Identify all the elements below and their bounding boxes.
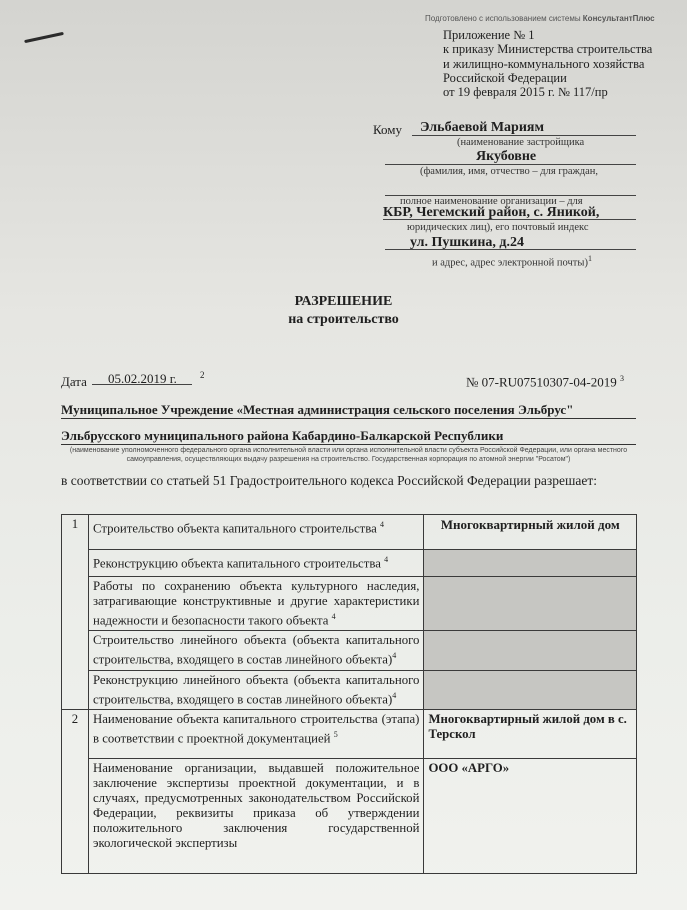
prepared-note <box>425 14 655 23</box>
annex-line: Российской Федерации <box>443 70 567 85</box>
table-cell <box>88 577 423 631</box>
table-cell <box>88 515 423 550</box>
permit-number <box>466 374 624 390</box>
object-name-value: Многоквартирный жилой дом в с. Терскол <box>424 709 637 758</box>
footnote-mark: 1 <box>587 254 592 263</box>
cell-text: Работы по сохранению объекта культурного наследия, затрагивающие конструктивные и другие характеристики надежности и безопасности такого объекта <box>92 579 420 628</box>
intro-text: в соответствии со статьей 51 Градостроительного кодекса Российской Федерации разрешает: <box>61 473 597 488</box>
annex-line: к приказу Министерства строительства <box>443 42 653 57</box>
footnote-mark: 4 <box>380 520 384 529</box>
annex-line: от 19 февраля 2015 г. № 117/пр <box>443 85 608 100</box>
scan-mark <box>24 32 64 43</box>
table-row <box>62 631 637 670</box>
permit-table <box>61 514 637 874</box>
shaded-cell <box>424 550 637 577</box>
prepared-note-brand: КонсультантПлюс <box>582 14 655 23</box>
addressee-name: Эльбаевой Мариям <box>420 120 544 135</box>
table-row <box>62 670 637 709</box>
addressee-patronymic: Якубовне <box>476 149 537 164</box>
addressee-hint: полное наименование организации – для <box>400 196 583 207</box>
cell-text: Наименование объекта капитального строительства (этапа) в соответствии с проектной документацией <box>92 711 420 746</box>
table-cell <box>88 550 423 577</box>
footnote-mark: 5 <box>333 729 338 739</box>
addressee-hint-text: и адрес, адрес электронной почты) <box>432 257 588 269</box>
date-value: 05.02.2019 г. <box>108 371 177 386</box>
addressee-hint: (фамилия, имя, отчество – для граждан, <box>420 166 599 177</box>
annex-header <box>443 28 673 99</box>
table-row <box>62 550 637 577</box>
issuer-line: Муниципальное Учреждение «Местная администрация сельского поселения Эльбрус" <box>61 402 636 419</box>
addressee-hint: (наименование застройщика <box>457 137 585 148</box>
table-cell <box>88 631 423 670</box>
document-subtitle: на строительство <box>288 312 399 327</box>
addressee-address: КБР, Чегемский район, с. Яникой, <box>383 205 600 220</box>
permit-number-value: № 07-RU07510307-04-2019 <box>466 374 617 390</box>
shaded-cell <box>424 670 637 709</box>
document-title: РАЗРЕШЕНИЕ <box>294 294 393 309</box>
table-row <box>62 709 637 758</box>
object-type-value: Многоквартирный жилой дом <box>424 515 637 550</box>
table-cell <box>88 670 423 709</box>
footnote-mark: 4 <box>392 690 397 700</box>
cell-text: Реконструкцию объекта капитального строительства <box>92 556 381 571</box>
row-number: 1 <box>62 515 89 710</box>
footnote-mark: 4 <box>331 612 336 621</box>
issuer-note: (наименование уполномоченного федерального органа исполнительной власти или органа исполнительной власти субъекта Российской Федерации, или органа местного самоуправления, осуществляющих выдачу разрешения на строительство. Государственная корпорация по атомной энергии "Росатом") <box>69 447 628 463</box>
cell-text: Строительство объекта капитального строительства <box>92 521 377 536</box>
cell-text: Строительство линейного объекта (объекта капитального строительства, входящего в состав линейного объекта) <box>92 633 420 667</box>
expert-org-value: ООО «АРГО» <box>424 758 637 873</box>
footnote-mark: 2 <box>200 370 205 380</box>
addressee-street: ул. Пушкина, д.24 <box>410 235 524 250</box>
prepared-note-text: Подготовлено с использованием системы <box>425 14 583 23</box>
issuer-line: Эльбрусского муниципального района Кабардино-Балкарской Республики <box>61 428 636 445</box>
addressee-hint <box>432 254 592 269</box>
table-cell: Наименование организации, выдавшей положительное заключение экспертизы проектной документации, и в случаях, предусмотренных законодательством Российской Федерации, реквизиты приказа об утверждении положительного заключения государственной экологической экспертизы <box>88 758 423 873</box>
date-label: Дата <box>61 374 87 389</box>
annex-line: и жилищно-коммунального хозяйства <box>443 56 645 71</box>
footnote-mark: 4 <box>392 651 397 661</box>
shaded-cell <box>424 631 637 670</box>
annex-line: Приложение № 1 <box>443 28 535 42</box>
table-cell <box>88 709 423 758</box>
addressee-line <box>385 181 636 196</box>
table-row <box>62 758 637 873</box>
footnote-mark: 3 <box>619 374 624 383</box>
footnote-mark: 4 <box>384 555 389 564</box>
table-row <box>62 515 637 550</box>
row-number: 2 <box>62 709 89 873</box>
cell-text: Реконструкцию линейного объекта (объекта капитального строительства, входящего в состав линейного объекта) <box>92 672 420 706</box>
table-row <box>62 577 637 631</box>
date-field <box>92 371 192 386</box>
addressee-label: Кому <box>373 122 403 137</box>
addressee-hint: юридических лиц), его почтовый индекс <box>407 222 589 233</box>
shaded-cell <box>424 577 637 631</box>
